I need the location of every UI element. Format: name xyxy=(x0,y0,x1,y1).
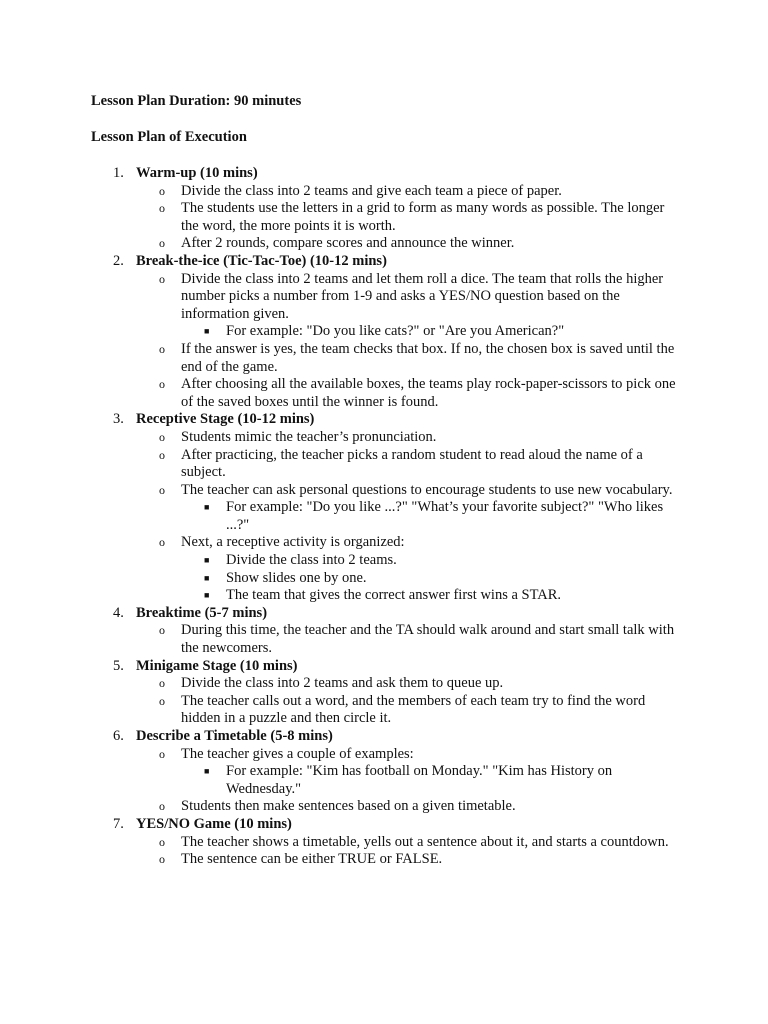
step-title: Receptive Stage (10-12 mins) xyxy=(136,411,315,428)
step-title: Break-the-ice (Tic-Tac-Toe) (10-12 mins) xyxy=(136,252,387,269)
hollow-bullet-icon: o xyxy=(159,271,165,286)
step-title: Breaktime (5-7 mins) xyxy=(136,604,268,621)
step-item-text: Students mimic the teacher’s pronunciation. xyxy=(181,428,437,445)
hollow-bullet-icon: o xyxy=(159,183,165,198)
step-item xyxy=(0,834,768,852)
step-item-text: Students then make sentences based on a given timetable. xyxy=(181,798,516,815)
step-title: YES/NO Game (10 mins) xyxy=(136,815,292,832)
step-title: Describe a Timetable (5-8 mins) xyxy=(136,728,333,744)
step-item xyxy=(0,429,768,447)
hollow-bullet-icon: o xyxy=(159,693,165,708)
step-number: 4. xyxy=(113,604,124,621)
step-items xyxy=(0,271,768,412)
hollow-bullet-icon: o xyxy=(159,447,165,462)
step-item-text: The teacher can ask personal questions to encourage students to use new vocabulary. xyxy=(181,481,673,498)
lesson-step xyxy=(0,728,768,816)
step-items xyxy=(0,746,768,816)
lesson-step xyxy=(0,253,768,411)
step-title: Warm-up (10 mins) xyxy=(136,165,258,181)
square-bullet-icon: ■ xyxy=(204,326,210,337)
sub-item-text: Divide the class into 2 teams. xyxy=(226,552,397,569)
step-items xyxy=(0,183,768,253)
step-item xyxy=(0,534,768,604)
lesson-duration-heading: Lesson Plan Duration: 90 minutes xyxy=(91,93,302,109)
hollow-bullet-icon: o xyxy=(159,623,165,638)
square-bullet-icon: ■ xyxy=(204,766,210,777)
step-item-text: The teacher shows a timetable, yells out a sentence about it, and starts a countdown. xyxy=(181,833,669,850)
lesson-step xyxy=(0,658,768,728)
sub-items xyxy=(0,499,768,534)
hollow-bullet-icon: o xyxy=(159,482,165,497)
sub-item xyxy=(0,552,768,570)
sub-item xyxy=(0,587,768,605)
step-number: 7. xyxy=(113,815,124,832)
step-items xyxy=(0,834,768,869)
step-item-text: Divide the class into 2 teams and ask them to queue up. xyxy=(181,675,504,692)
step-item xyxy=(0,341,768,376)
square-bullet-icon: ■ xyxy=(204,572,210,583)
hollow-bullet-icon: o xyxy=(159,676,165,691)
hollow-bullet-icon: o xyxy=(159,799,165,814)
step-title: Minigame Stage (10 mins) xyxy=(136,657,298,674)
hollow-bullet-icon: o xyxy=(159,852,165,867)
step-item-text: Divide the class into 2 teams and give each team a piece of paper. xyxy=(181,182,562,199)
step-item-text: Divide the class into 2 teams and let them roll a dice. The team that rolls the higher number picks a number from 1-9 and asks a YES/NO question based on the information given. xyxy=(181,270,664,322)
execution-heading: Lesson Plan of Execution xyxy=(91,129,247,145)
hollow-bullet-icon: o xyxy=(159,201,165,216)
step-number: 5. xyxy=(113,657,124,674)
hollow-bullet-icon: o xyxy=(159,834,165,849)
step-item-text: After choosing all the available boxes, the teams play rock-paper-scissors to pick one of the saved boxes until the winner is found. xyxy=(181,376,676,410)
sub-item-text: Show slides one by one. xyxy=(226,569,367,586)
hollow-bullet-icon: o xyxy=(159,746,165,761)
step-item-text: Next, a receptive activity is organized: xyxy=(181,534,405,551)
step-item-text: After 2 rounds, compare scores and announce the winner. xyxy=(181,235,515,252)
square-bullet-icon: ■ xyxy=(204,555,210,566)
step-number: 2. xyxy=(113,252,124,269)
sub-item xyxy=(0,499,768,534)
step-item-text: The teacher calls out a word, and the members of each team try to find the word hidden in a puzzle and then circle it. xyxy=(181,692,646,727)
lesson-step xyxy=(0,816,768,869)
sub-item xyxy=(0,570,768,588)
hollow-bullet-icon: o xyxy=(159,377,165,392)
step-item-text: The teacher gives a couple of examples: xyxy=(181,745,414,762)
step-item xyxy=(0,183,768,201)
sub-item xyxy=(0,763,768,798)
sub-items xyxy=(0,552,768,605)
lesson-steps-list xyxy=(0,165,768,869)
step-item xyxy=(0,746,768,799)
step-item-text: After practicing, the teacher picks a random student to read aloud the name of a subject. xyxy=(181,446,643,481)
step-item-text: If the answer is yes, the team checks that box. If no, the chosen box is saved until the end of the game. xyxy=(181,340,675,375)
step-item xyxy=(0,200,768,235)
step-number: 1. xyxy=(113,165,124,181)
step-number: 3. xyxy=(113,411,124,428)
step-items xyxy=(0,429,768,605)
sub-item-text: For example: "Do you like cats?" or "Are you American?" xyxy=(226,323,565,340)
step-items xyxy=(0,622,768,657)
sub-item-text: The team that gives the correct answer first wins a STAR. xyxy=(226,587,562,604)
sub-item-text: For example: "Do you like ...?" "What’s your favorite subject?" "Who likes ...?" xyxy=(226,499,664,533)
square-bullet-icon: ■ xyxy=(204,502,210,513)
step-item xyxy=(0,675,768,693)
step-item xyxy=(0,376,768,411)
hollow-bullet-icon: o xyxy=(159,341,165,356)
step-number: 6. xyxy=(113,728,124,744)
lesson-step xyxy=(0,605,768,658)
step-item xyxy=(0,851,768,869)
step-item xyxy=(0,447,768,482)
hollow-bullet-icon: o xyxy=(159,535,165,550)
step-items xyxy=(0,675,768,728)
step-item xyxy=(0,482,768,535)
square-bullet-icon: ■ xyxy=(204,590,210,601)
step-item-text: During this time, the teacher and the TA should walk around and start small talk with the newcomers. xyxy=(181,622,675,657)
lesson-step xyxy=(0,411,768,605)
step-item-text: The students use the letters in a grid to form as many words as possible. The longer the word, the more points it is worth. xyxy=(181,200,665,234)
sub-items xyxy=(0,763,768,798)
sub-items xyxy=(0,323,768,341)
step-item-text: The sentence can be either TRUE or FALSE. xyxy=(181,851,443,868)
lesson-step xyxy=(0,165,768,253)
hollow-bullet-icon: o xyxy=(159,429,165,444)
step-item xyxy=(0,622,768,657)
step-item xyxy=(0,235,768,253)
step-item xyxy=(0,693,768,728)
hollow-bullet-icon: o xyxy=(159,236,165,251)
sub-item-text: For example: "Kim has football on Monday." "Kim has History on Wednesday." xyxy=(226,763,613,797)
step-item xyxy=(0,271,768,341)
sub-item xyxy=(0,323,768,341)
step-item xyxy=(0,798,768,816)
